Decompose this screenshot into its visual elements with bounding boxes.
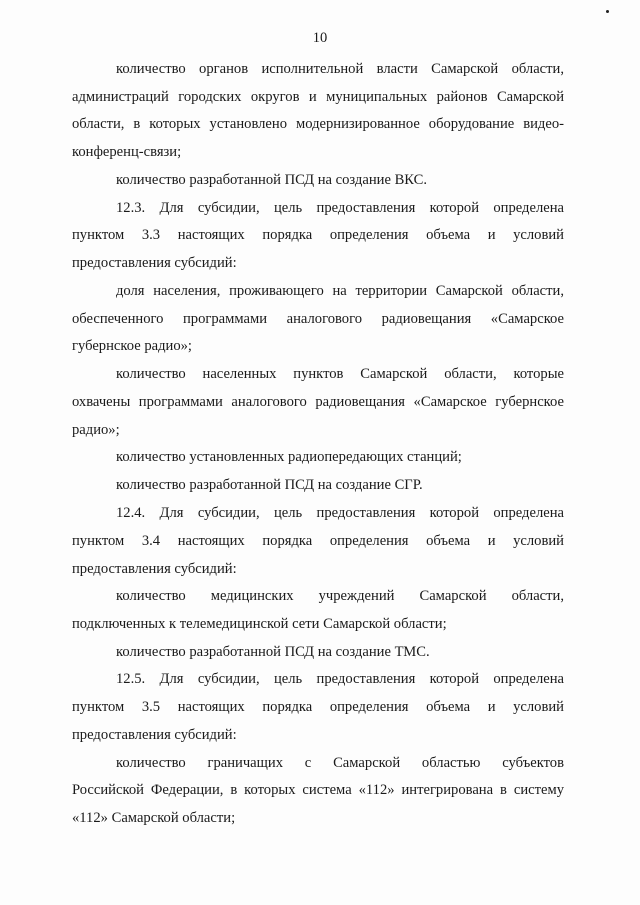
paragraph-line: количество разработанной ПСД на создание ВКС.: [116, 172, 428, 188]
paragraph-line: области, в которых установлено модернизированное оборудование видео-: [72, 116, 564, 132]
paragraph-line: количество разработанной ПСД на создание ТМС.: [116, 644, 430, 660]
paragraph-line: Российской Федерации, в которых система «112» интегрирована в систему: [72, 782, 564, 798]
paragraph-line: 12.3. Для субсидии, цель предоставления которой определена: [116, 200, 564, 216]
paragraph-line: пунктом 3.4 настоящих порядка определения объема и условий: [72, 533, 564, 549]
paragraph-line: доля населения, проживающего на территории Самарской области,: [116, 283, 564, 299]
paragraph-line: пунктом 3.5 настоящих порядка определения объема и условий: [72, 699, 564, 715]
paragraph-line: количество медицинских учреждений Самарской области,: [116, 588, 564, 604]
paragraph-line: охвачены программами аналогового радиовещания «Самарское губернское: [72, 394, 564, 410]
page-number: 10: [312, 30, 328, 46]
paragraph-line: количество населенных пунктов Самарской области, которые: [116, 366, 564, 382]
paragraph-line: предоставления субсидий:: [72, 255, 237, 271]
paragraph-line: конференц-связи;: [72, 144, 182, 160]
paragraph-line: радио»;: [72, 422, 120, 438]
paragraph-line: 12.5. Для субсидии, цель предоставления которой определена: [116, 671, 564, 687]
paragraph-line: количество органов исполнительной власти Самарской области,: [116, 61, 564, 77]
paragraph-line: 12.4. Для субсидии, цель предоставления которой определена: [116, 505, 564, 521]
scan-speck: [606, 10, 609, 13]
paragraph-line: предоставления субсидий:: [72, 561, 237, 577]
paragraph-line: количество разработанной ПСД на создание СГР.: [116, 477, 423, 493]
paragraph-line: пунктом 3.3 настоящих порядка определения объема и условий: [72, 227, 564, 243]
paragraph-line: количество граничащих с Самарской областью субъектов: [116, 755, 564, 771]
paragraph-line: предоставления субсидий:: [72, 727, 237, 743]
paragraph-line: «112» Самарской области;: [72, 810, 236, 826]
paragraph-line: подключенных к телемедицинской сети Самарской области;: [72, 616, 447, 632]
paragraph-line: количество установленных радиопередающих станций;: [116, 449, 462, 465]
paragraph-line: обеспеченного программами аналогового радиовещания «Самарское: [72, 311, 564, 327]
paragraph-line: губернское радио»;: [72, 338, 192, 354]
paragraph-line: администраций городских округов и муниципальных районов Самарской: [72, 89, 564, 105]
